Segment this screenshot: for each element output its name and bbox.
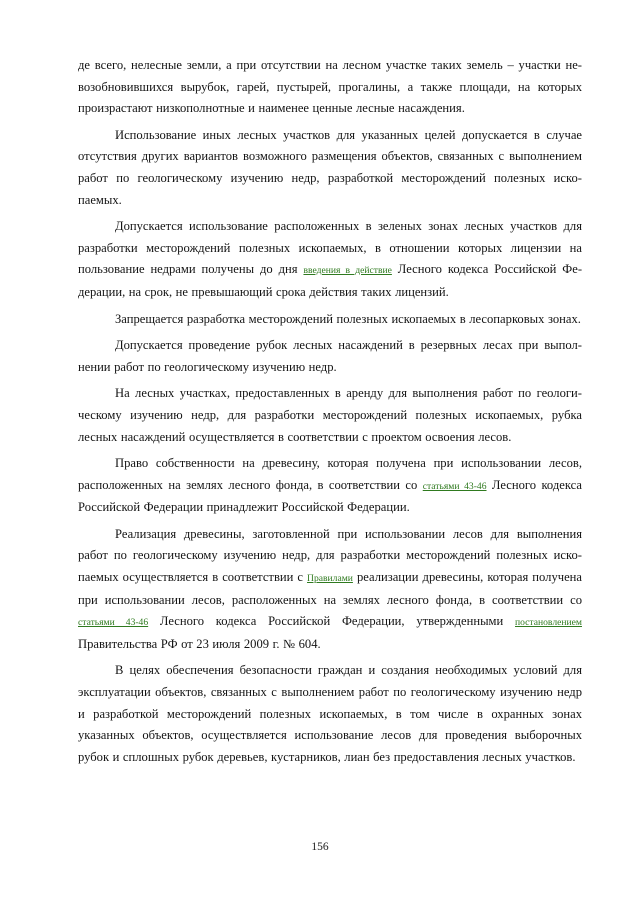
paragraph-text: Лесного кодекса Российской Федерации, на срок, не превышающий срока действия таких лицензий. [78,262,583,299]
paragraph-text: Право собственности на древесину, которая получена при использовании лесов, расположенных на землях лесного фонда, в соответствии со [78,456,582,492]
paragraph [78,216,582,303]
reference-link[interactable]: статьями 43-46 [78,617,149,629]
page-number: 156 [311,841,329,853]
paragraph-text: Запрещается разработка месторождений полезных ископаемых в лесопарковых зонах. [115,311,581,326]
paragraph [78,524,582,656]
paragraph-text: Использование иных лесных участков для указанных целей допускается в случае отсутствия других вариантов возможного размещения объектов, связанных с выполнением работ по геологическому изучению недр, разработкой месторождений полезных ископаемых. [78,127,582,207]
reference-link[interactable]: Правилами [307,573,353,585]
paragraph-text: Допускается использование расположенных в зеленых зонах лесных участков для разработки месторождений полезных ископаемых, в отношении которых лицензии на пользование недрами получены до дня [78,219,582,277]
paragraph [78,383,582,448]
reference-link[interactable]: введения в действие [303,265,392,277]
paragraph-text: Допускается проведение рубок лесных насаждений в резервных лесах при выполнении работ по геологическому изучению недр. [78,338,582,374]
paragraph-text: Лесного кодекса Российской Федерации принадлежит Российской Федерации. [78,477,582,515]
paragraph [78,453,582,519]
paragraph-text: Лесного кодекса Российской Федерации, утвержденными [148,614,515,629]
paragraph [78,125,582,211]
paragraph-text: реализации древесины, которая получена при использовании лесов, расположенных на землях лесного фонда, в соответствии со [78,570,582,607]
paragraph-text: Реализация древесины, заготовленной при использовании лесов для выполнения работ по геологическому изучению недр, для разработки месторождений полезных ископаемых осуществляется в соответствии с [78,526,582,585]
paragraph [78,309,582,331]
reference-link[interactable]: статьями 43-46 [422,480,487,492]
paragraph-text: Правительства РФ от 23 июля 2009 г. № 604. [78,636,321,651]
paragraph [78,660,582,768]
paragraph-text: На лесных участках, предоставленных в аренду для выполнения работ по геологическому изучению недр, для разработки месторождений полезных ископаемых, рубка лесных насаждений осуществляется в соответствии с проектом освоения лесов. [78,386,582,444]
paragraph [78,335,582,378]
reference-link[interactable]: постановлением [515,617,582,629]
paragraph-text: де всего, нелесные земли, а при отсутствии на лесном участке таких земель – участки невозобновившихся вырубок, гарей, пустырей, прогалины, а также площади, на которых произрастают низкополнотные и наименее ценные лесные насаждения. [78,58,582,116]
paragraph-text: В целях обеспечения безопасности граждан и создания необходимых условий для эксплуатации объектов, связанных с выполнением работ по геологическому изучению недр и разработкой месторождений полезных ископаемых, в том числе в охранных зонах указанных объектов, осуществляется использование лесов для проведения выборочных рубок и сплошных рубок деревьев, кустарников, лиан без предоставления лесных участков. [78,663,582,764]
paragraph [78,55,582,120]
body-text [78,55,582,773]
